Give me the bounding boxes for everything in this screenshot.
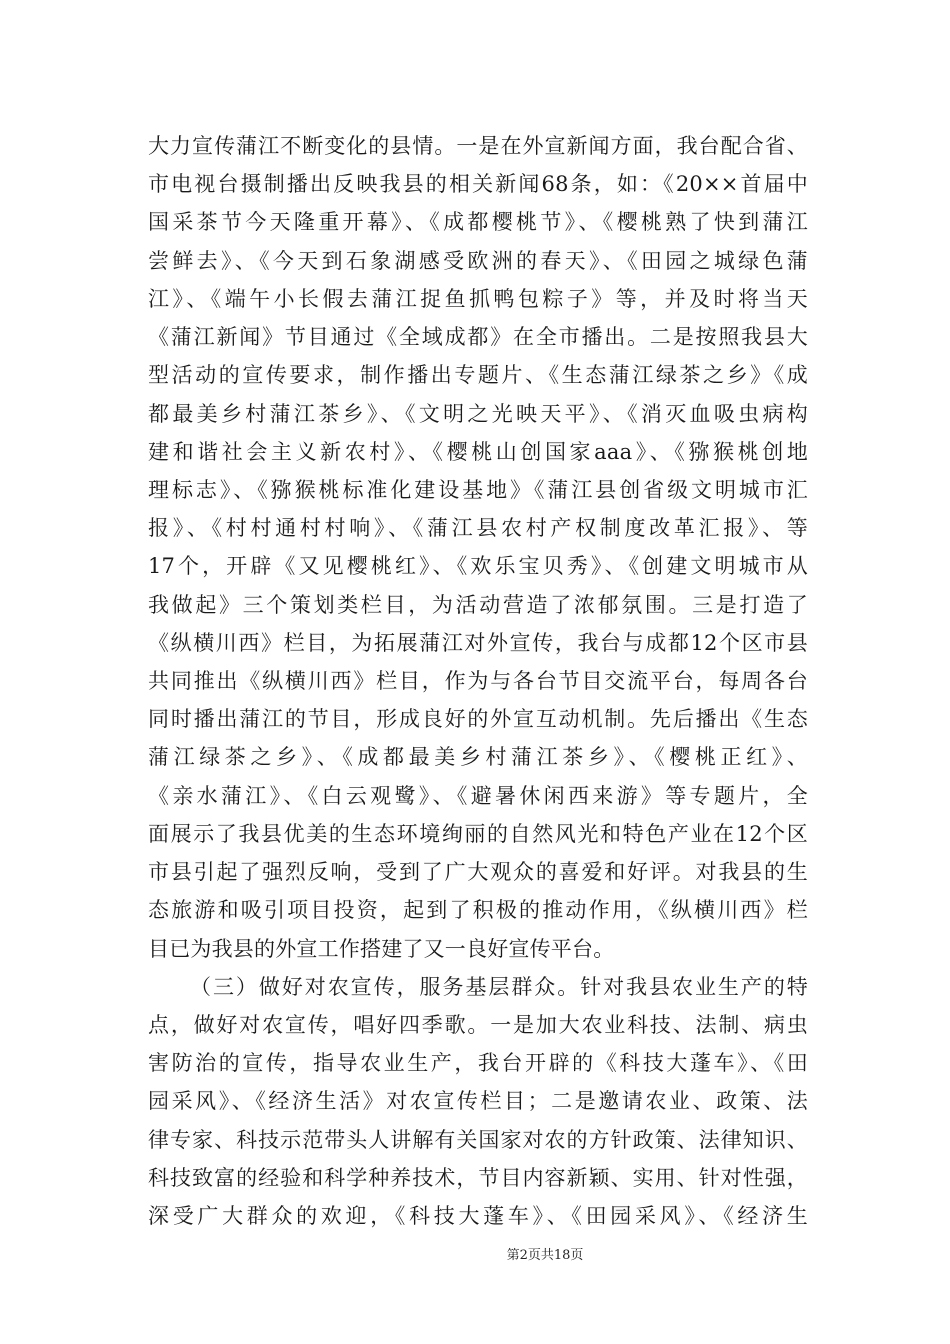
text-line: 我做起》三个策划类栏目，为活动营造了浓郁氛围。三是打造了: [148, 593, 808, 617]
text-line: 面展示了我县优美的生态环境绚丽的自然风光和特色产业在12个区: [148, 822, 808, 846]
text-line: 害防治的宣传，指导农业生产，我台开辟的《科技大蓬车》、《田: [148, 1051, 808, 1075]
text-line: 市电视台摄制播出反映我县的相关新闻68条，如：《20××首届中: [148, 172, 808, 196]
text-line: 报》、《村村通村村响》、《蒲江县农村产权制度改革汇报》、等: [148, 516, 808, 540]
text-line: 《蒲江新闻》节目通过《全域成都》在全市播出。二是按照我县大: [148, 325, 808, 349]
text-line: 科技致富的经验和科学种养技术，节目内容新颖、实用、针对性强，: [148, 1166, 808, 1190]
text-line: 蒲江绿茶之乡》、《成都最美乡村蒲江茶乡》、《樱桃正红》、: [148, 745, 808, 769]
text-line: 律专家、科技示范带头人讲解有关国家对农的方针政策、法律知识、: [148, 1128, 808, 1152]
text-line: 17个，开辟《又见樱桃红》、《欢乐宝贝秀》、《创建文明城市从: [148, 554, 808, 578]
paragraph-heading-line: （三）做好对农宣传，服务基层群众。针对我县农业生产的特: [190, 975, 808, 999]
page-footer: [0, 1247, 950, 1265]
text-line: 市县引起了强烈反响，受到了广大观众的喜爱和好评。对我县的生: [148, 860, 808, 884]
text-line: 深受广大群众的欢迎，《科技大蓬车》、《田园采风》、《经济生: [148, 1204, 808, 1228]
page-number: 第2页共18页: [506, 1248, 584, 1263]
text-line: 尝鲜去》、《今天到石象湖感受欧洲的春天》、《田园之城绿色蒲: [148, 249, 808, 273]
text-line: 国采茶节今天隆重开幕》、《成都樱桃节》、《樱桃熟了快到蒲江: [148, 210, 808, 234]
text-line: 《纵横川西》栏目，为拓展蒲江对外宣传，我台与成都12个区市县: [148, 631, 808, 655]
text-line: 建和谐社会主义新农村》、《樱桃山创国家aaa》、《猕猴桃创地: [148, 440, 808, 464]
text-line: 江》、《端午小长假去蒲江捉鱼抓鸭包粽子》等，并及时将当天: [148, 287, 808, 311]
text-line: 《亲水蒲江》、《白云观鹭》、《避暑休闲西来游》等专题片，全: [148, 784, 808, 808]
text-line: 型活动的宣传要求，制作播出专题片、《生态蒲江绿茶之乡》《成: [148, 363, 808, 387]
text-line: 目已为我县的外宣工作搭建了又一良好宣传平台。: [148, 937, 615, 961]
text-line: 园采风》、《经济生活》对农宣传栏目；二是邀请农业、政策、法: [148, 1089, 808, 1113]
text-line: 理标志》、《猕猴桃标准化建设基地》《蒲江县创省级文明城市汇: [148, 478, 808, 502]
text-line: 大力宣传蒲江不断变化的县情。一是在外宣新闻方面，我台配合省、: [148, 134, 808, 158]
text-line: 都最美乡村蒲江茶乡》、《文明之光映天平》、《消灭血吸虫病构: [148, 402, 808, 426]
text-line: 同时播出蒲江的节目，形成良好的外宣互动机制。先后播出《生态: [148, 707, 808, 731]
text-line: 态旅游和吸引项目投资，起到了积极的推动作用，《纵横川西》栏: [148, 898, 808, 922]
text-line: 点，做好对农宣传，唱好四季歌。一是加大农业科技、法制、病虫: [148, 1013, 808, 1037]
text-line: 共同推出《纵横川西》栏目，作为与各台节目交流平台，每周各台: [148, 669, 808, 693]
